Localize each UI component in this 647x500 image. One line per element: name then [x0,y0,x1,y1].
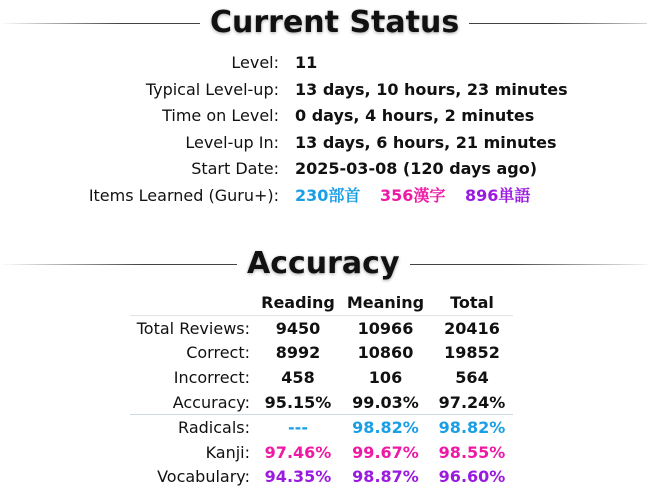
table-row-vocabulary [130,465,513,490]
status-row-items-learned [0,183,647,210]
column-header-total: Total [450,292,494,312]
row-label: Incorrect: [173,367,250,387]
total-cell: 96.60% [438,467,506,487]
row-label: Radicals: [130,415,256,440]
current-status-header [0,3,647,43]
items-learned-radicals: 230部首 [295,185,361,205]
status-label: Items Learned (Guru+): [88,185,279,205]
reading-cell: 9450 [256,316,340,341]
column-header-reading: Reading [261,292,335,312]
items-learned-vocabulary: 896単語 [464,185,531,205]
status-label: Start Date: [191,159,279,179]
accuracy-header [0,244,647,284]
header-rule-right [410,264,647,265]
table-row-kanji [130,440,513,465]
header-rule-left [0,23,200,24]
table-row-accuracy [130,390,513,415]
status-value: 13 days, 6 hours, 21 minutes [295,132,557,152]
status-label: Level-up In: [185,132,279,152]
total-cell: 98.82% [431,415,513,440]
row-label: Kanji: [205,442,250,462]
accuracy-header-row [130,289,513,316]
total-cell: 564 [455,367,489,387]
items-learned-value [295,183,544,209]
meaning-cell: 106 [368,367,403,387]
reading-cell: 95.15% [264,392,332,412]
status-row-level [0,50,647,77]
current-status-title: Current Status [210,5,460,40]
meaning-cell: 98.87% [352,467,419,487]
status-value: 0 days, 4 hours, 2 minutes [295,106,535,126]
row-label: Total Reviews: [130,316,256,341]
status-row-start-date [0,156,647,183]
meaning-cell: 99.03% [352,392,419,412]
meaning-cell: 99.67% [352,442,419,462]
status-label: Time on Level: [162,106,279,126]
header-rule-left [0,264,237,265]
status-label: Level: [231,53,279,72]
reading-cell: --- [256,415,340,440]
items-learned-kanji: 356漢字 [379,185,446,205]
total-cell: 97.24% [438,392,506,412]
meaning-cell: 10860 [357,343,414,363]
table-row-correct [130,341,513,366]
row-label: Accuracy: [172,392,250,412]
table-row-total-reviews [130,316,513,341]
header-rule-right [469,23,647,24]
status-value: 13 days, 10 hours, 23 minutes [295,79,568,99]
total-cell: 20416 [431,316,513,341]
meaning-cell: 98.82% [340,415,431,440]
status-row-time-on-level [0,103,647,130]
status-row-level-up-in [0,130,647,157]
status-value: 2025-03-08 (120 days ago) [295,159,538,179]
status-label: Typical Level-up: [145,79,279,99]
status-list [0,50,647,210]
row-label: Correct: [186,343,250,363]
accuracy-corner-cell [130,289,256,316]
accuracy-title: Accuracy [247,246,400,281]
reading-cell: 97.46% [264,442,332,462]
total-cell: 98.55% [438,442,506,462]
column-header-meaning: Meaning [346,292,425,312]
table-row-incorrect [130,365,513,390]
reading-cell: 458 [281,367,315,387]
total-cell: 19852 [444,343,500,363]
accuracy-table [130,289,513,489]
meaning-cell: 10966 [340,316,431,341]
row-label: Vocabulary: [157,467,250,487]
reading-cell: 8992 [275,343,321,363]
status-value: 11 [295,53,318,72]
status-row-typical-level-up [0,77,647,104]
table-row-radicals [130,415,513,440]
reading-cell: 94.35% [264,467,332,487]
